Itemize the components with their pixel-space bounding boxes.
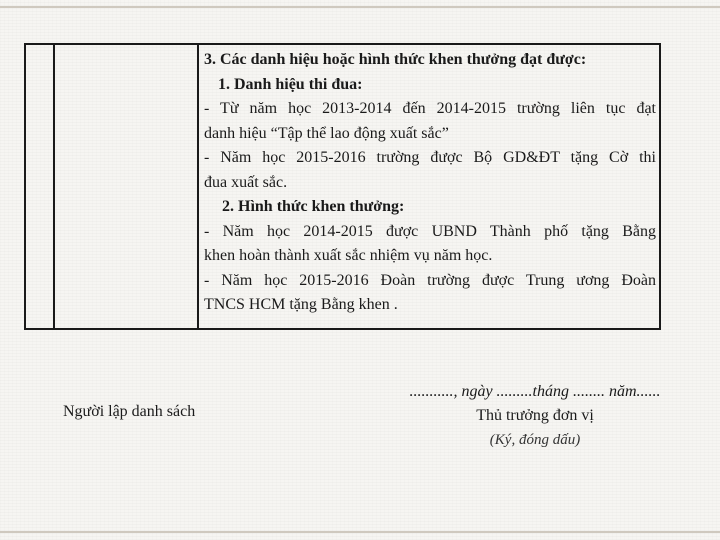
column-divider (197, 45, 199, 328)
signature-block (360, 380, 710, 452)
list-maker-label: Người lập danh sách (63, 403, 196, 420)
column-divider (53, 45, 55, 328)
award-item-line: đua xuất sắc. (204, 173, 288, 191)
award-item-line: - Năm học 2015-2016 trường được Bộ GD&ĐT tặng Cờ thi (204, 149, 656, 166)
award-item-line: khen hoàn thành xuất sắc nhiệm vụ năm học. (204, 247, 493, 264)
top-decor-line (0, 6, 720, 8)
head-of-unit-title: Thủ trưởng đơn vị (476, 407, 594, 424)
award-item-line: danh hiệu “Tập thể lao động xuất sắc” (204, 124, 449, 142)
award-item-line: - Từ năm học 2013-2014 đến 2014-2015 trường liên tục đạt (204, 100, 656, 117)
subsection-commendation-title: 2. Hình thức khen thưởng: (222, 198, 405, 215)
sign-stamp-note: (Ký, đóng dấu) (489, 432, 581, 448)
awards-cell (204, 48, 656, 318)
awards-table (24, 43, 661, 330)
bottom-decor-line (0, 531, 720, 533)
award-item-line: - Năm học 2014-2015 được UBND Thành phố tặng Bằng (204, 222, 656, 240)
subsection-emulation-title: 1. Danh hiệu thi đua: (218, 75, 363, 93)
section-heading: 3. Các danh hiệu hoặc hình thức khen thưởng đạt được: (204, 51, 587, 68)
date-line: ..........., ngày .........tháng ........ năm...... (409, 383, 661, 400)
award-item-line: TNCS HCM tặng Bằng khen . (204, 296, 398, 313)
award-item-line: - Năm học 2015-2016 Đoàn trường được Trung ương Đoàn (204, 271, 656, 289)
